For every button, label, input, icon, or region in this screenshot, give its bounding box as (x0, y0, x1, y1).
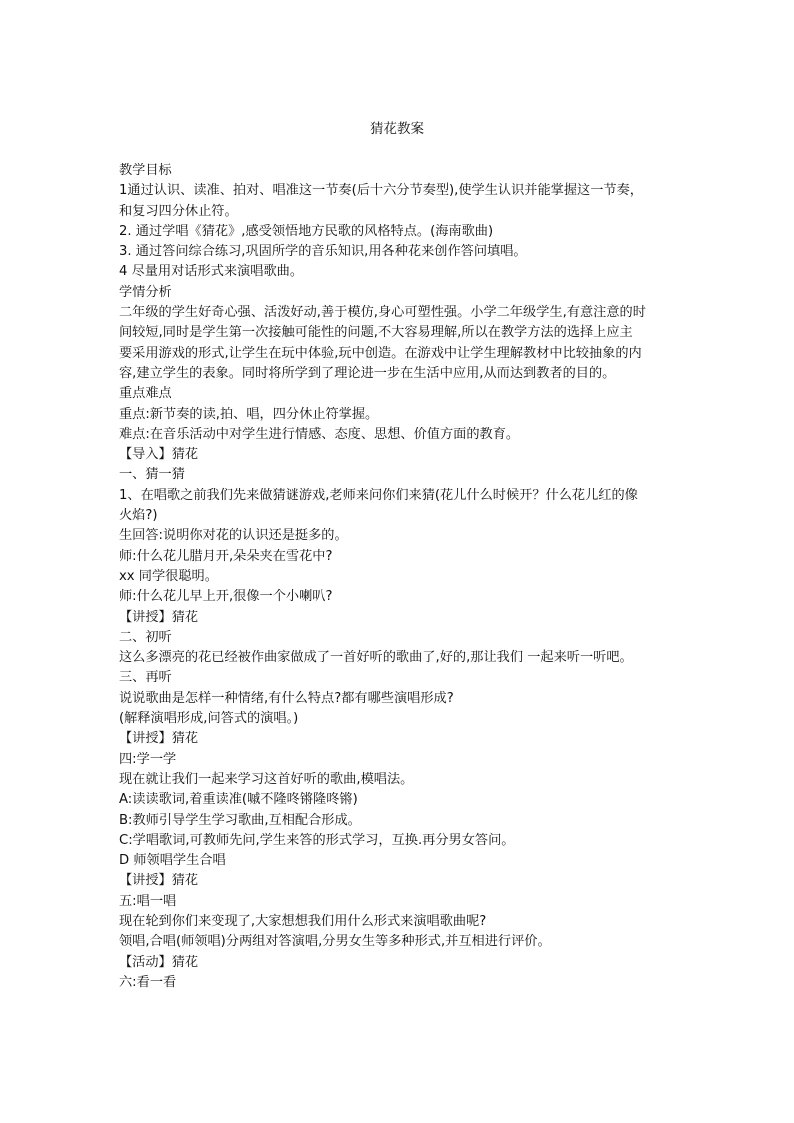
text-line: 1通过认识、读准、拍对、唱准这一节奏(后十六分节奏型),使学生认识并能掌握这一节奏， (119, 183, 643, 199)
text-line: 4 尽量用对话形式来演唱歌曲。 (119, 264, 304, 280)
document-body (119, 161, 679, 993)
text-line: 【讲授】猜花 (119, 731, 199, 747)
text-line: 3. 通过答问综合练习,巩固所学的音乐知识,用各种花来创作答问填唱。 (119, 244, 527, 260)
text-line: 学情分析 (119, 284, 172, 300)
text-line: 重点难点 (119, 386, 172, 402)
text-line: 现在就让我们一起来学习这首好听的歌曲,模唱法。 (119, 771, 414, 787)
text-line: (解释演唱形成,问答式的演唱。) (119, 711, 299, 727)
text-line: 和复习四分休止符。 (119, 203, 238, 219)
text-line: 领唱,合唱(师领唱)分两组对答演唱,分男女生等多种形式,并互相进行评价。 (119, 934, 551, 950)
text-line: 难点:在音乐活动中对学生进行情感、态度、思想、价值方面的教育。 (119, 426, 520, 442)
text-line: 说说歌曲是怎样一种情绪,有什么特点?都有哪些演唱形成? (119, 690, 454, 706)
text-line: 生回答:说明你对花的认识还是挺多的。 (119, 528, 348, 544)
text-line: 现在轮到你们来变现了,大家想想我们用什么形式来演唱歌曲呢? (119, 913, 487, 929)
text-line: 这么多漂亮的花已经被作曲家做成了一首好听的歌曲了,好的,那让我们 一起来听一听吧。 (119, 650, 633, 666)
text-line: 五:唱一唱 (119, 893, 177, 909)
text-line: 【讲授】猜花 (119, 609, 199, 625)
text-line: xx 同学很聪明。 (119, 568, 218, 584)
text-line: 四:学一学 (119, 751, 177, 767)
text-line: 二、初听 (119, 629, 172, 645)
text-line: 2. 通过学唱《猜花》,感受领悟地方民歌的风格特点。(海南歌曲) (119, 223, 494, 239)
text-line: 师:什么花儿腊月开,朵朵夹在雪花中? (119, 548, 333, 564)
text-line: 间较短,同时是学生第一次接触可能性的问题,不大容易理解,所以在教学方法的选择上应主 (119, 325, 633, 341)
text-line: 【讲授】猜花 (119, 873, 199, 889)
text-line: 【导入】猜花 (119, 447, 199, 463)
text-line: 一、猜一猜 (119, 467, 185, 483)
text-line: 1、在唱歌之前我们先来做猜谜游戏,老师来问你们来猜(花儿什么时候开？什么花儿红的像 (119, 487, 638, 503)
text-line: A:读读歌词,着重读准(嘁不隆咚锵隆咚锵) (119, 792, 358, 808)
text-line: 火焰?) (119, 508, 158, 524)
text-line: 要采用游戏的形式,让学生在玩中体验,玩中创造。在游戏中让学生理解教材中比较抽象的内 (119, 345, 642, 361)
text-line: 重点:新节奏的读,拍、唱，四分休止符掌握。 (119, 406, 379, 422)
text-line: 三、再听 (119, 670, 172, 686)
text-line: 容,建立学生的表象。同时将所学到了理论进一步在生活中应用,从而达到教者的目的。 (119, 365, 616, 381)
document-title: 猜花教案 (370, 121, 424, 137)
text-line: C:学唱歌词,可教师先问,学生来答的形式学习，互换.再分男女答问。 (119, 832, 515, 848)
text-line: 师:什么花儿早上开,很像一个小喇叭? (119, 589, 333, 605)
text-line: 二年级的学生好奇心强、活泼好动,善于模仿,身心可塑性强。小学二年级学生,有意注意的时 (119, 305, 646, 321)
text-line: 六:看一看 (119, 974, 177, 990)
text-line: B:教师引导学生学习歌曲,互相配合形成。 (119, 812, 361, 828)
text-line: D 师领唱学生合唱 (119, 853, 226, 869)
text-line: 教学目标 (119, 163, 172, 178)
text-line: 【活动】猜花 (119, 954, 199, 970)
